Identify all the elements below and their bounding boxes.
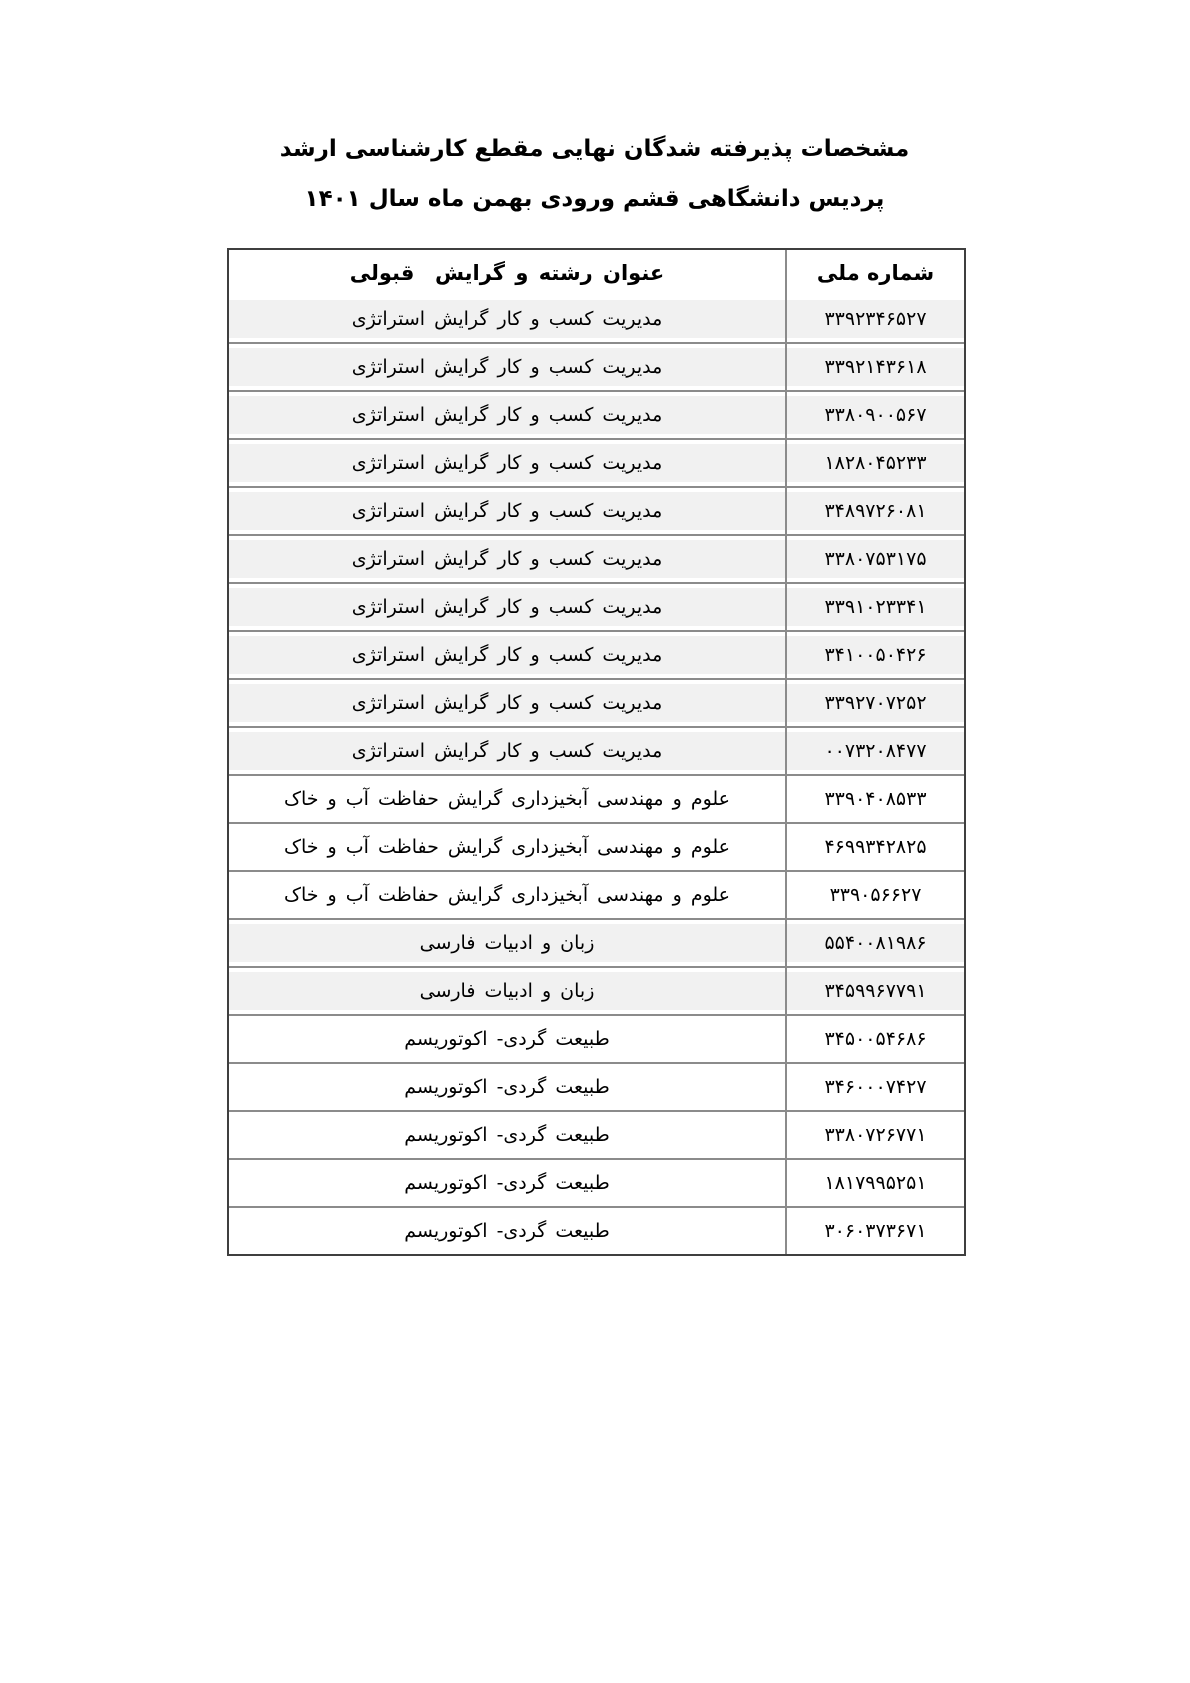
table-row bbox=[229, 967, 964, 1015]
table-row bbox=[229, 1159, 964, 1207]
national-id-cell: ۳۳۹۰۴۰۸۵۳۳ bbox=[786, 775, 964, 823]
document-titles bbox=[227, 138, 962, 238]
national-id-cell: ۳۳۹۲۷۰۷۲۵۲ bbox=[786, 679, 964, 727]
national-id-column-header: شماره ملی bbox=[786, 250, 964, 296]
national-id-cell: ۳۳۹۱۰۲۳۳۴۱ bbox=[786, 583, 964, 631]
national-id-cell: ۳۳۸۰۹۰۰۵۶۷ bbox=[786, 391, 964, 439]
table-row bbox=[229, 583, 964, 631]
field-cell: مدیریت کسب و کار گرایش استراتژی bbox=[229, 679, 786, 727]
field-cell: مدیریت کسب و کار گرایش استراتژی bbox=[229, 487, 786, 535]
field-cell: طبیعت گردی- اکوتوریسم bbox=[229, 1159, 786, 1207]
field-cell: مدیریت کسب و کار گرایش استراتژی bbox=[229, 631, 786, 679]
table-row bbox=[229, 296, 964, 343]
field-cell: علوم و مهندسی آبخیزداری گرایش حفاظت آب و خاک bbox=[229, 775, 786, 823]
national-id-cell: ۴۶۹۹۳۴۲۸۲۵ bbox=[786, 823, 964, 871]
table-row bbox=[229, 1063, 964, 1111]
table-row bbox=[229, 1015, 964, 1063]
table-row bbox=[229, 343, 964, 391]
table-row bbox=[229, 679, 964, 727]
field-cell: علوم و مهندسی آبخیزداری گرایش حفاظت آب و خاک bbox=[229, 823, 786, 871]
table-row bbox=[229, 439, 964, 487]
table-row bbox=[229, 775, 964, 823]
field-cell: مدیریت کسب و کار گرایش استراتژی bbox=[229, 439, 786, 487]
table-header-row bbox=[229, 250, 964, 296]
national-id-cell: ۵۵۴۰۰۸۱۹۸۶ bbox=[786, 919, 964, 967]
national-id-cell: ۳۰۶۰۳۷۳۶۷۱ bbox=[786, 1207, 964, 1254]
field-cell: مدیریت کسب و کار گرایش استراتژی bbox=[229, 535, 786, 583]
field-cell: طبیعت گردی- اکوتوریسم bbox=[229, 1015, 786, 1063]
national-id-cell: ۳۴۱۰۰۵۰۴۲۶ bbox=[786, 631, 964, 679]
field-cell: طبیعت گردی- اکوتوریسم bbox=[229, 1111, 786, 1159]
field-cell: مدیریت کسب و کار گرایش استراتژی bbox=[229, 391, 786, 439]
national-id-cell: ۳۳۹۰۵۶۶۲۷ bbox=[786, 871, 964, 919]
national-id-cell: ۳۴۸۹۷۲۶۰۸۱ bbox=[786, 487, 964, 535]
national-id-cell: ۳۳۸۰۷۵۳۱۷۵ bbox=[786, 535, 964, 583]
field-column-header: عنوان رشته و گرایش قبولی bbox=[229, 250, 786, 296]
national-id-cell: ۳۳۸۰۷۲۶۷۷۱ bbox=[786, 1111, 964, 1159]
field-cell: مدیریت کسب و کار گرایش استراتژی bbox=[229, 583, 786, 631]
table-row bbox=[229, 727, 964, 775]
table-row bbox=[229, 1207, 964, 1254]
results-table bbox=[229, 250, 964, 1254]
field-cell: زبان و ادبیات فارسی bbox=[229, 967, 786, 1015]
document-title-line-2: پردیس دانشگاهی قشم ورودی بهمن ماه سال ۱۴۰۱ bbox=[304, 186, 885, 212]
table-row bbox=[229, 487, 964, 535]
national-id-cell: ۳۴۵۹۹۶۷۷۹۱ bbox=[786, 967, 964, 1015]
national-id-cell: ۳۳۹۲۱۴۳۶۱۸ bbox=[786, 343, 964, 391]
field-cell: مدیریت کسب و کار گرایش استراتژی bbox=[229, 727, 786, 775]
national-id-cell: ۳۴۶۰۰۰۷۴۲۷ bbox=[786, 1063, 964, 1111]
national-id-cell: ۱۸۲۸۰۴۵۲۳۳ bbox=[786, 439, 964, 487]
document-title-line-1: مشخصات پذیرفته شدگان نهایی مقطع کارشناسی ارشد bbox=[279, 136, 910, 162]
table-row bbox=[229, 631, 964, 679]
table-row bbox=[229, 1111, 964, 1159]
field-cell: طبیعت گردی- اکوتوریسم bbox=[229, 1207, 786, 1254]
field-cell: زبان و ادبیات فارسی bbox=[229, 919, 786, 967]
national-id-cell: ۱۸۱۷۹۹۵۲۵۱ bbox=[786, 1159, 964, 1207]
table-row bbox=[229, 391, 964, 439]
table-row bbox=[229, 535, 964, 583]
field-cell: طبیعت گردی- اکوتوریسم bbox=[229, 1063, 786, 1111]
table-row bbox=[229, 919, 964, 967]
results-table-wrapper bbox=[227, 248, 966, 1256]
national-id-cell: ۳۴۵۰۰۵۴۶۸۶ bbox=[786, 1015, 964, 1063]
national-id-cell: ۳۳۹۲۳۴۶۵۲۷ bbox=[786, 296, 964, 343]
field-cell: مدیریت کسب و کار گرایش استراتژی bbox=[229, 343, 786, 391]
field-cell: مدیریت کسب و کار گرایش استراتژی bbox=[229, 296, 786, 343]
table-row bbox=[229, 871, 964, 919]
table-row bbox=[229, 823, 964, 871]
national-id-cell: ۰۰۷۳۲۰۸۴۷۷ bbox=[786, 727, 964, 775]
field-cell: علوم و مهندسی آبخیزداری گرایش حفاظت آب و خاک bbox=[229, 871, 786, 919]
